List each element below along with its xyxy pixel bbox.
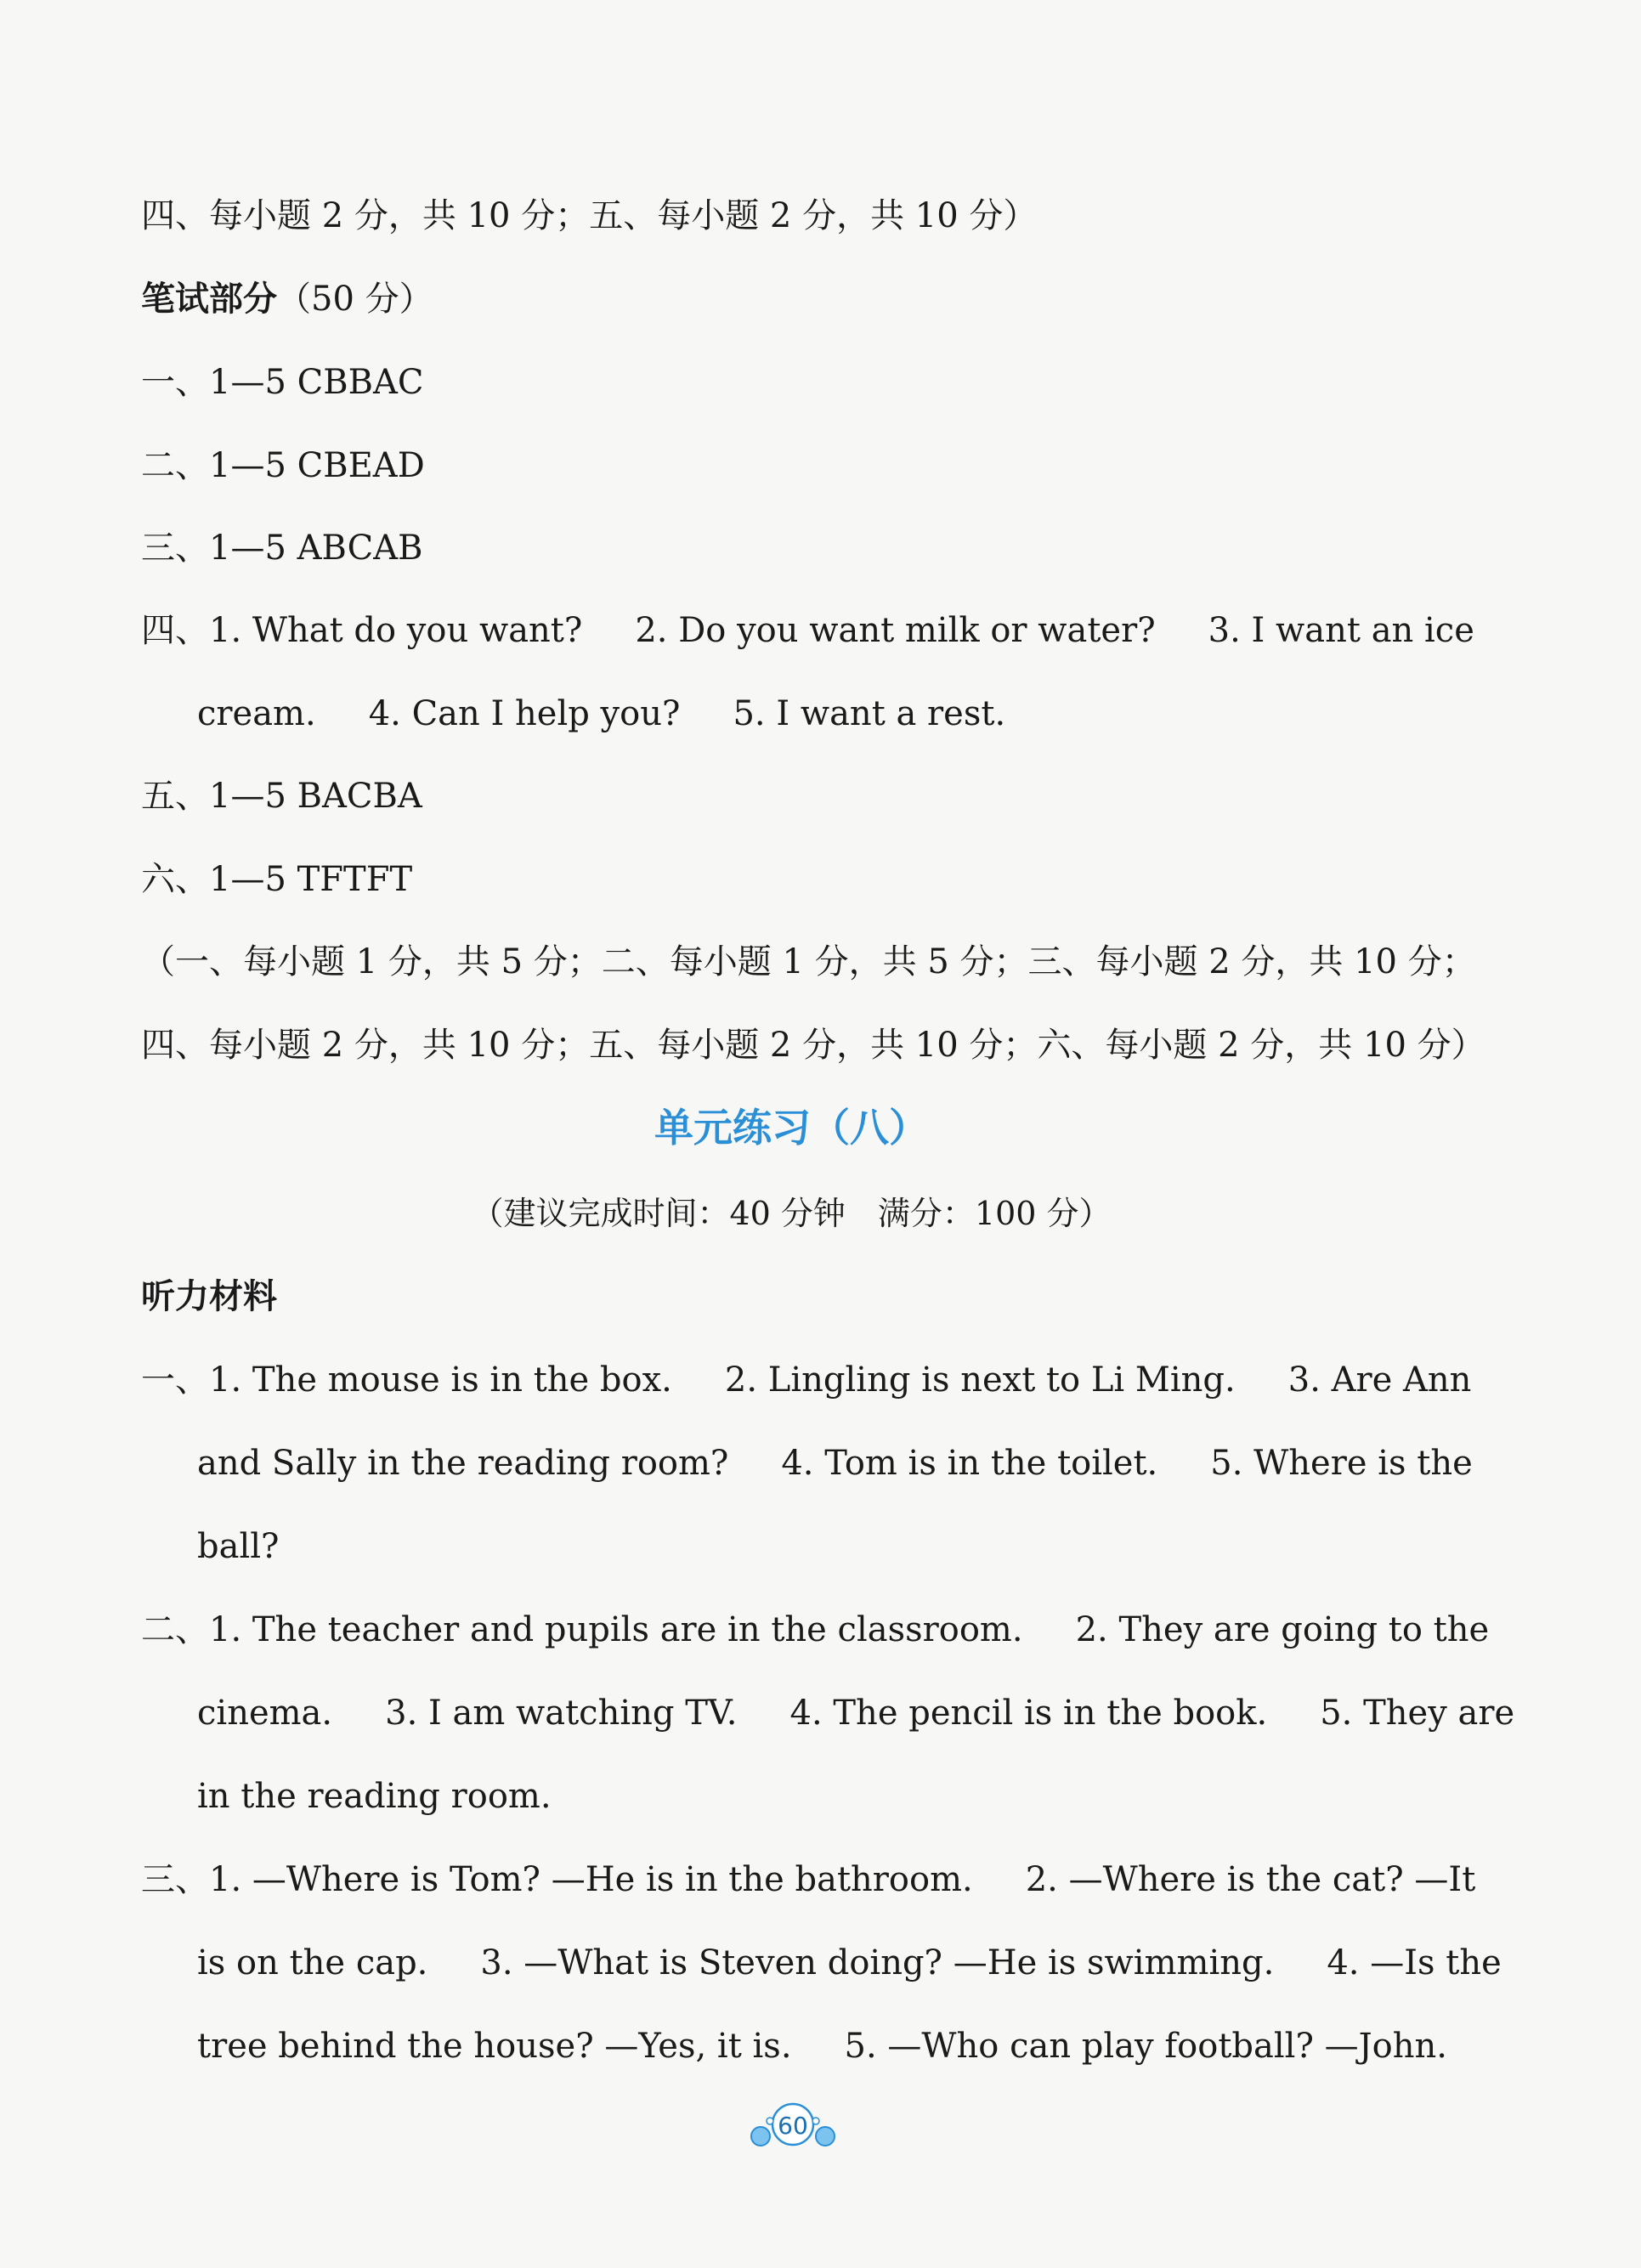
answer-line-2: 二、1—5 CBEAD: [141, 446, 425, 485]
listening-item: 2. They are going to the: [1075, 1610, 1490, 1649]
listening-item: 5. —Who can play football? —John.: [844, 2027, 1447, 2066]
listening-section-2: [141, 1604, 1489, 1655]
section-prefix: 二、: [141, 1610, 209, 1649]
q4-item: 2. Do you want milk or water?: [635, 611, 1156, 650]
listening-section-3-cont: [197, 1937, 1502, 1988]
answer-line-3: 三、1—5 ABCAB: [141, 529, 423, 568]
unit-subtitle: （建议完成时间：40 分钟 满分：100 分）: [471, 1195, 1112, 1232]
q4-item: 5. I want a rest.: [733, 694, 1006, 733]
listening-item: tree behind the house? —Yes, it is.: [197, 2027, 792, 2066]
listening-item: cinema.: [197, 1694, 333, 1733]
answer-line-4-cont: [197, 688, 1005, 739]
listening-item: 3. —What is Steven doing? —He is swimming.: [480, 1943, 1275, 1982]
scoring-note-1: （一、每小题 1 分，共 5 分；二、每小题 1 分，共 5 分；三、每小题 2 分，共 10 分；: [141, 942, 1476, 981]
scoring-note-top: 四、每小题 2 分，共 10 分；五、每小题 2 分，共 10 分）: [141, 196, 1038, 235]
answer-line-4: [141, 605, 1474, 656]
answer-line-5: 五、1—5 BACBA: [141, 777, 422, 816]
listening-item: 3. Are Ann: [1287, 1360, 1472, 1400]
listening-item: 4. The pencil is in the book.: [789, 1694, 1268, 1733]
page-number-badge: [748, 2099, 838, 2153]
answer-line-1: 一、1—5 CBBAC: [141, 363, 424, 402]
listening-item: 2. —Where is the cat? —It: [1025, 1860, 1476, 1899]
section-prefix: 一、: [141, 1360, 209, 1400]
page-number: 60: [778, 2112, 808, 2140]
q4-item: 1. What do you want?: [209, 611, 583, 650]
listening-item: 1. The teacher and pupils are in the classroom.: [209, 1610, 1023, 1649]
listening-section-1-cont2: ball?: [197, 1527, 280, 1566]
listening-section-2-cont: [197, 1688, 1514, 1739]
listening-item: and Sally in the reading room?: [197, 1444, 729, 1483]
listening-item: 1. The mouse is in the box.: [209, 1360, 672, 1400]
q4-item: cream.: [197, 694, 316, 733]
listening-item: 5. Where is the: [1210, 1444, 1473, 1483]
written-points: （50 分）: [277, 280, 433, 319]
listening-item: 4. —Is the: [1327, 1943, 1502, 1982]
listening-section-1: [141, 1355, 1471, 1405]
scoring-note-2: 四、每小题 2 分，共 10 分；五、每小题 2 分，共 10 分；六、每小题 2 分，共 10 分）: [141, 1026, 1485, 1065]
listening-item: 1. —Where is Tom? —He is in the bathroom.: [209, 1860, 973, 1899]
listening-section-3-cont2: [197, 2021, 1447, 2072]
written-section-heading: [141, 274, 433, 325]
listening-item: 2. Lingling is next to Li Ming.: [724, 1360, 1236, 1400]
listening-section-2-cont2: in the reading room.: [197, 1777, 552, 1816]
unit-title: 单元练习（八）: [654, 1105, 928, 1151]
written-heading-label: 笔试部分: [141, 280, 277, 319]
listening-item: 4. Tom is in the toilet.: [781, 1444, 1158, 1483]
q4-prefix: 四、: [141, 611, 209, 650]
listening-item: 5. They are: [1320, 1694, 1515, 1733]
listening-item: is on the cap.: [197, 1943, 428, 1982]
listening-heading: 听力材料: [141, 1277, 277, 1316]
section-prefix: 三、: [141, 1860, 209, 1899]
listening-item: 3. I am watching TV.: [385, 1694, 738, 1733]
q4-item: 4. Can I help you?: [368, 694, 681, 733]
answer-line-6: 六、1—5 TFTFT: [141, 860, 413, 899]
listening-section-3: [141, 1854, 1475, 1905]
listening-section-1-cont: [197, 1438, 1473, 1489]
q4-item: 3. I want an ice: [1208, 611, 1474, 650]
